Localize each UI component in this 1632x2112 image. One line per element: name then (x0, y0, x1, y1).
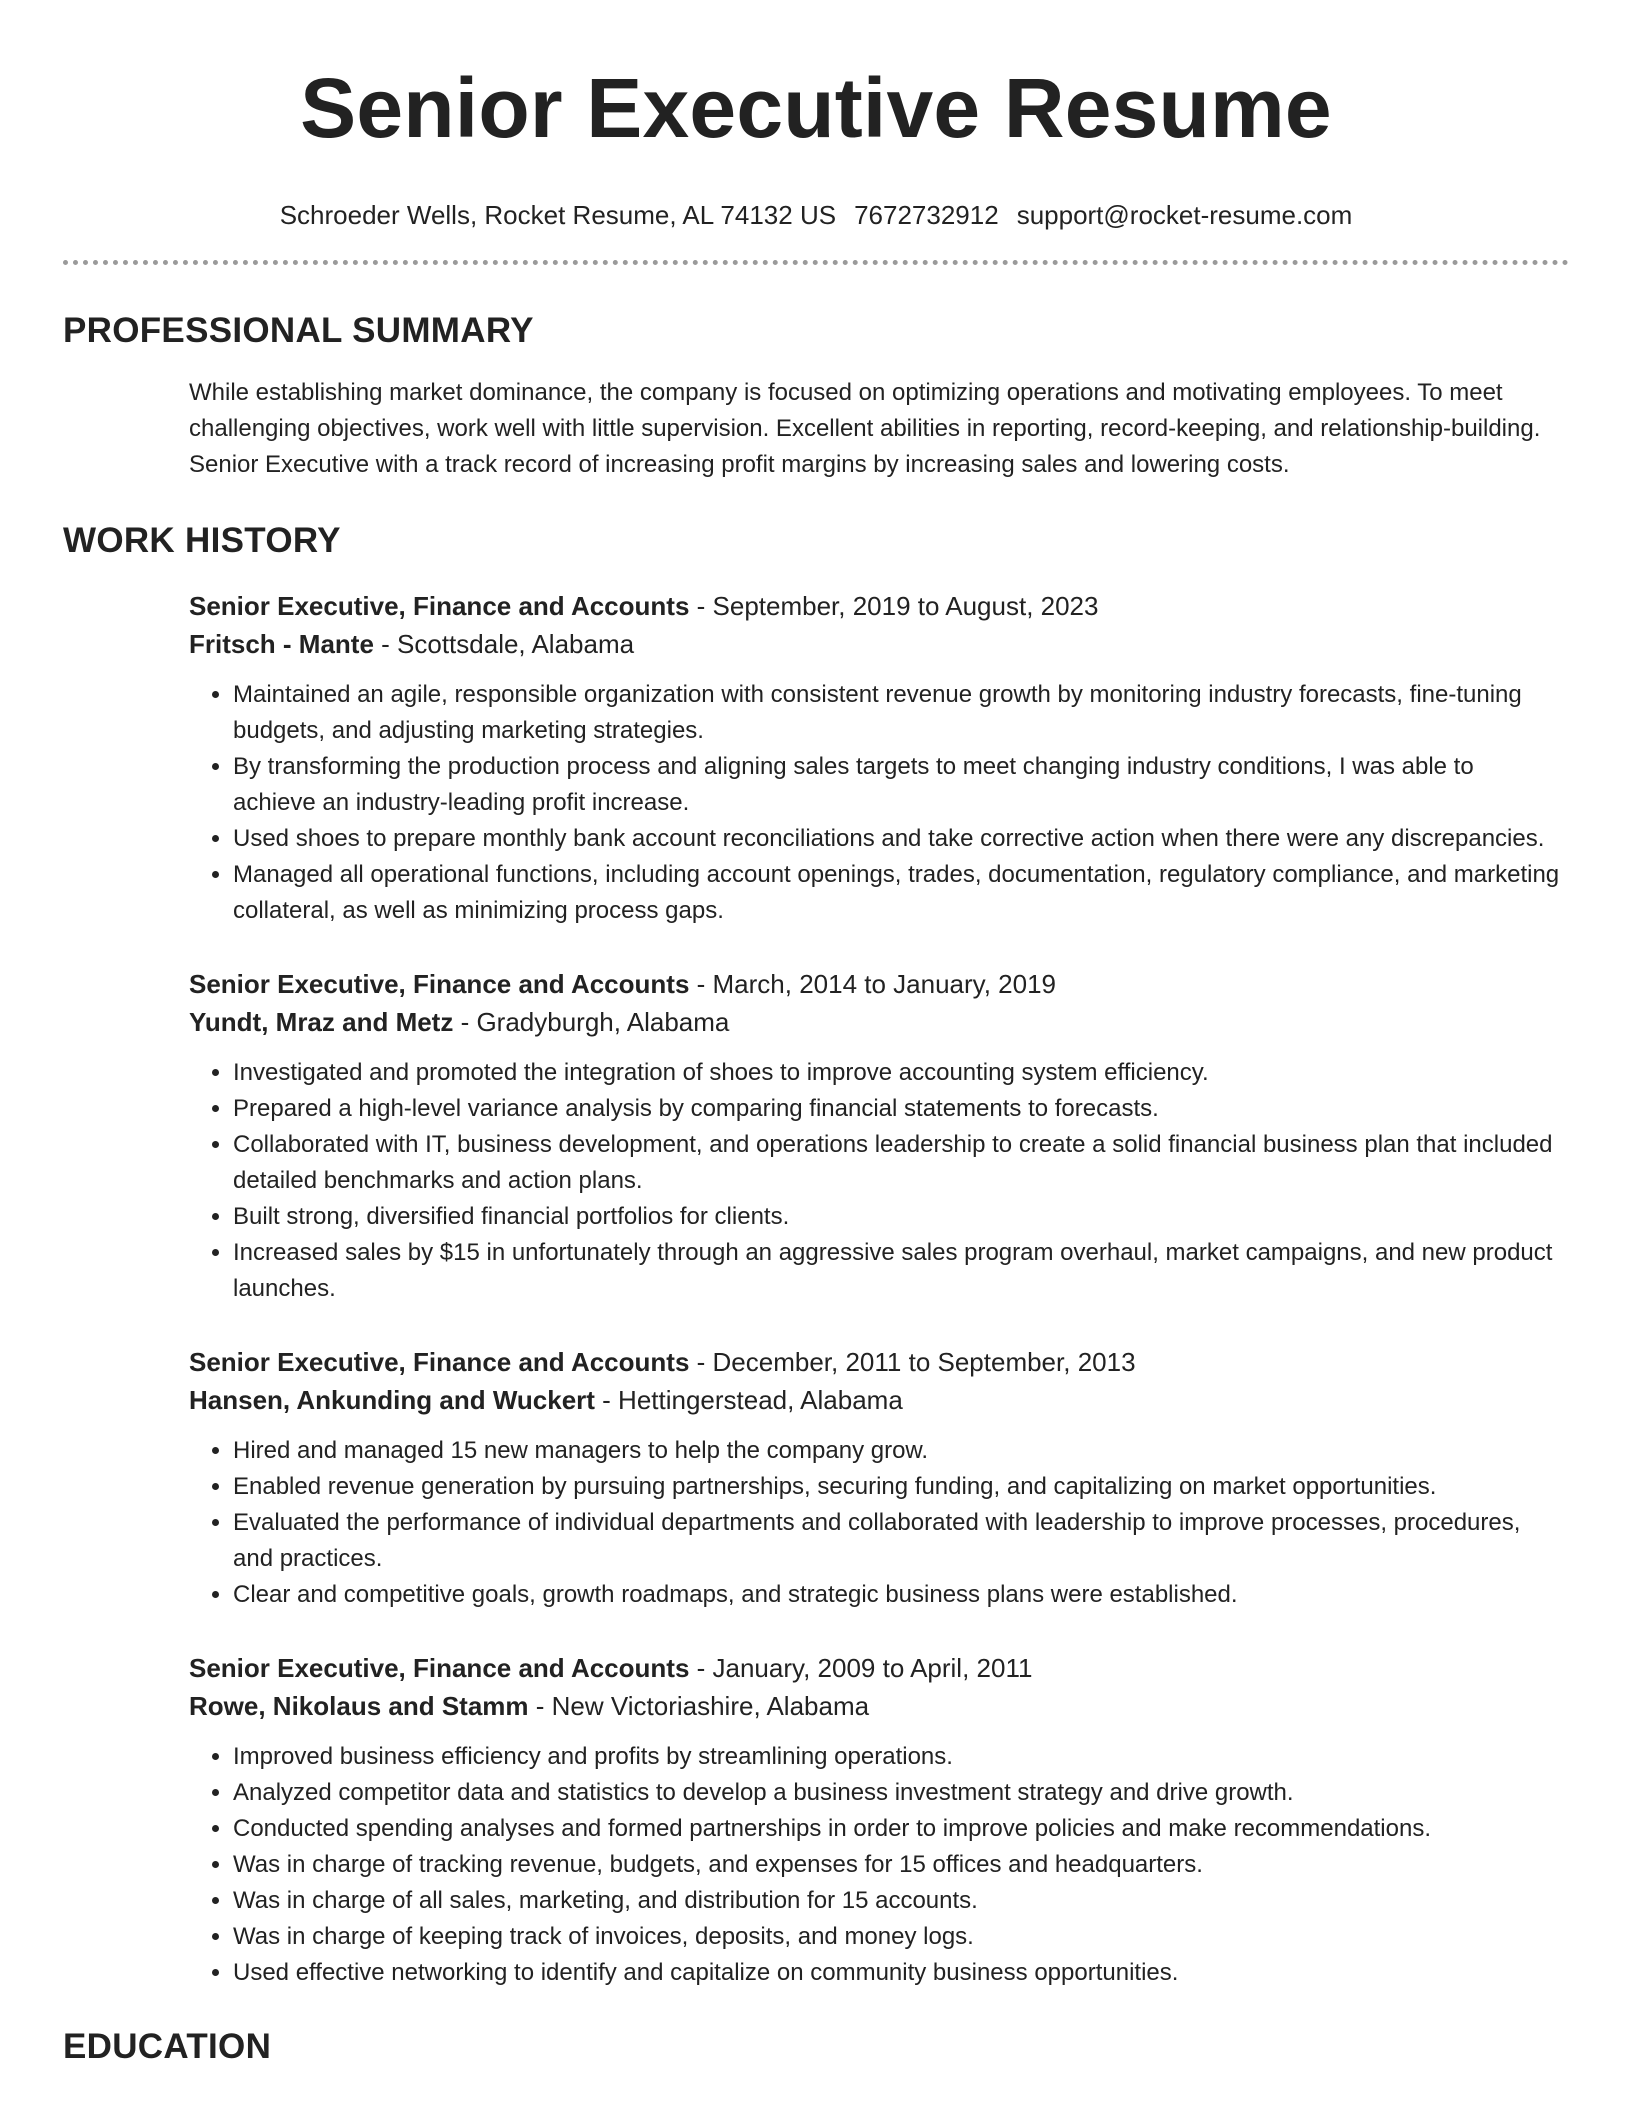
job-location: - Gradyburgh, Alabama (453, 1007, 730, 1037)
job-role: Senior Executive, Finance and Accounts (189, 1347, 690, 1377)
contact-address: Schroeder Wells, Rocket Resume, AL 74132 US (279, 200, 837, 230)
job-role: Senior Executive, Finance and Accounts (189, 1653, 690, 1683)
job-company: Yundt, Mraz and Metz (189, 1007, 454, 1037)
job-entry (189, 587, 1563, 929)
job-bullet: • Conducted spending analyses and formed partnerships in order to improve policies and make recommendations. (233, 1811, 1563, 1847)
job-bullets (189, 1739, 1563, 1991)
job-role-line (189, 1343, 1563, 1381)
job-bullet: • Improved business efficiency and profits by streamlining operations. (233, 1739, 1563, 1775)
contact-line (63, 198, 1569, 232)
job-company: Fritsch - Mante (189, 629, 374, 659)
section-title-work-history: WORK HISTORY (63, 521, 341, 560)
job-bullets (189, 677, 1563, 929)
professional-summary-section (63, 311, 1569, 483)
job-bullet: • Analyzed competitor data and statistics to develop a business investment strategy and drive growth. (233, 1775, 1563, 1811)
job-bullet: • Enabled revenue generation by pursuing partnerships, securing funding, and capitalizing on market opportunities. (233, 1469, 1563, 1505)
contact-phone: 7672732912 (854, 200, 999, 230)
job-bullet: • Clear and competitive goals, growth roadmaps, and strategic business plans were established. (233, 1577, 1563, 1613)
header-divider (63, 260, 1569, 265)
job-company-line (189, 1381, 1563, 1419)
job-dates: - December, 2011 to September, 2013 (689, 1347, 1136, 1377)
job-bullet: • Managed all operational functions, including account openings, trades, documentation, regulatory compliance, and marketing collateral, as well as minimizing process gaps. (233, 857, 1563, 929)
work-history-section (63, 521, 1569, 1991)
resume-header (63, 0, 1569, 265)
job-company: Rowe, Nikolaus and Stamm (189, 1691, 529, 1721)
job-bullets (189, 1055, 1563, 1307)
job-role: Senior Executive, Finance and Accounts (189, 969, 690, 999)
job-role-line (189, 965, 1563, 1003)
job-bullet: • Investigated and promoted the integration of shoes to improve accounting system efficiency. (233, 1055, 1563, 1091)
job-bullet: • Used shoes to prepare monthly bank account reconciliations and take corrective action when there were any discrepancies. (233, 821, 1563, 857)
contact-email: support@rocket-resume.com (1016, 200, 1353, 230)
job-dates: - September, 2019 to August, 2023 (689, 591, 1099, 621)
job-dates: - January, 2009 to April, 2011 (689, 1653, 1033, 1683)
job-bullet: • Was in charge of keeping track of invoices, deposits, and money logs. (233, 1919, 1563, 1955)
education-section (63, 2027, 1569, 2067)
job-company-line (189, 625, 1563, 663)
job-bullet: • Hired and managed 15 new managers to help the company grow. (233, 1433, 1563, 1469)
section-title-summary: PROFESSIONAL SUMMARY (63, 311, 534, 350)
job-bullet: • Used effective networking to identify and capitalize on community business opportunities. (233, 1955, 1563, 1991)
job-role-line (189, 587, 1563, 625)
job-bullet: • Was in charge of tracking revenue, budgets, and expenses for 15 offices and headquarters. (233, 1847, 1563, 1883)
job-bullet: • Built strong, diversified financial portfolios for clients. (233, 1199, 1563, 1235)
job-bullet: • By transforming the production process and aligning sales targets to meet changing industry conditions, I was able to achieve an industry-leading profit increase. (233, 749, 1563, 821)
job-company-line (189, 1687, 1563, 1725)
job-entry (189, 965, 1563, 1307)
summary-body (63, 375, 1569, 483)
job-bullet: • Evaluated the performance of individual departments and collaborated with leadership to improve processes, procedures, and practices. (233, 1505, 1563, 1577)
job-bullets (189, 1433, 1563, 1613)
job-bullet: • Maintained an agile, responsible organization with consistent revenue growth by monitoring industry forecasts, fine-tuning budgets, and adjusting marketing strategies. (233, 677, 1563, 749)
job-company: Hansen, Ankunding and Wuckert (189, 1385, 595, 1415)
job-location: - Hettingerstead, Alabama (594, 1385, 903, 1415)
job-company-line (189, 1003, 1563, 1041)
job-role: Senior Executive, Finance and Accounts (189, 591, 690, 621)
job-entry (189, 1343, 1563, 1613)
job-entry (189, 1649, 1563, 1991)
job-bullet: • Prepared a high-level variance analysis by comparing financial statements to forecasts. (233, 1091, 1563, 1127)
section-title-education: EDUCATION (63, 2027, 272, 2066)
job-location: - New Victoriashire, Alabama (528, 1691, 870, 1721)
work-history-body (63, 587, 1569, 1991)
job-bullet: • Increased sales by $15 in unfortunately through an aggressive sales program overhaul, market campaigns, and new product launches. (233, 1235, 1563, 1307)
summary-text: While establishing market dominance, the company is focused on optimizing operations and motivating employees. To meet challenging objectives, work well with little supervision. Excellent abilities in reporting, record-keeping, and relationship-building. Senior Executive with a track record of increasing profit margins by increasing sales and lowering costs. (189, 379, 1541, 478)
job-role-line (189, 1649, 1563, 1687)
job-bullet: • Collaborated with IT, business development, and operations leadership to create a solid financial business plan that included detailed benchmarks and action plans. (233, 1127, 1563, 1199)
job-location: - Scottsdale, Alabama (373, 629, 635, 659)
resume-title: Senior Executive Resume (300, 61, 1332, 155)
job-bullet: • Was in charge of all sales, marketing, and distribution for 15 accounts. (233, 1883, 1563, 1919)
job-dates: - March, 2014 to January, 2019 (689, 969, 1057, 999)
